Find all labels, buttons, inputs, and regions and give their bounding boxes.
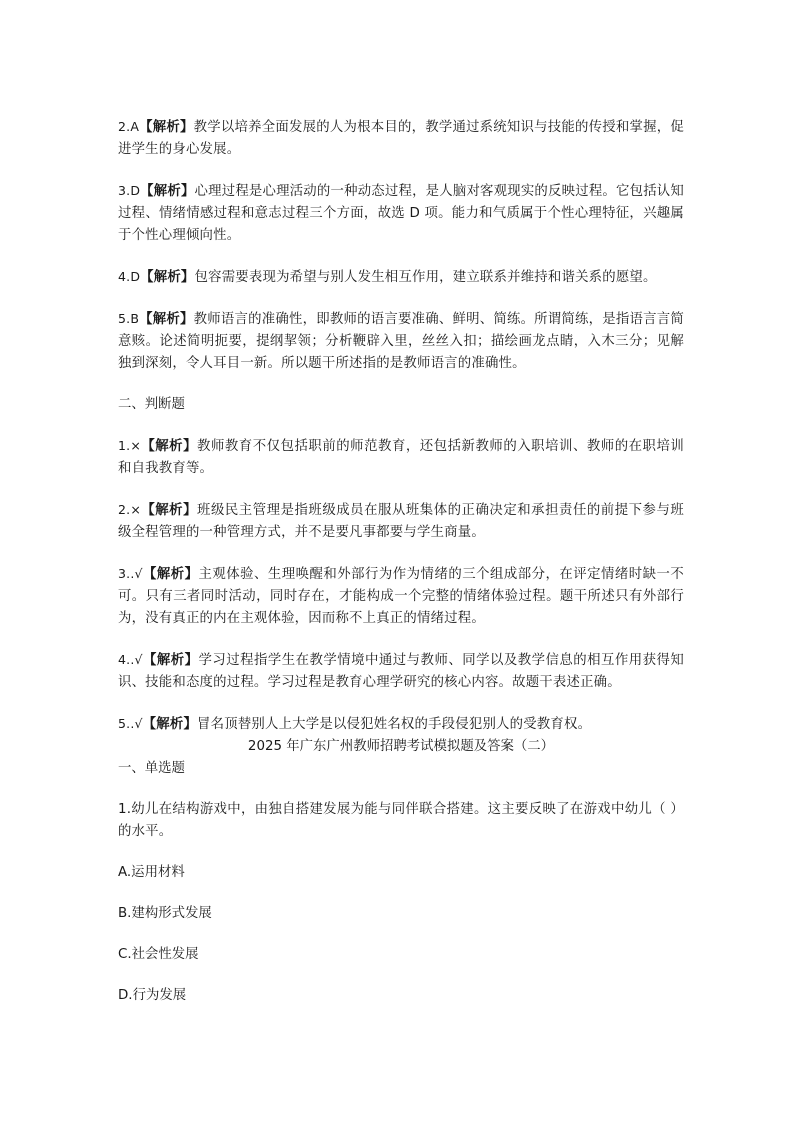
answer-text: 心理过程是心理活动的一种动态过程，是人脑对客观现实的反映过程。它包括认知过程、情绪情感过程和意志过程三个方面，故选 D 项。能力和气质属于个性心理特征，兴趣属于个性心理倾向性。 — [118, 184, 684, 243]
answer-text: 主观体验、生理唤醒和外部行为作为情绪的三个组成部分，在评定情绪时缺一不可。只有三者同时活动，同时存在，才能构成一个完整的情绪体验过程。题干所述只有外部行为，没有真正的内在主观体验，因而称不上真正的情绪过程。 — [118, 567, 684, 626]
answer-number: 2.A — [118, 119, 140, 134]
analysis-tag: 【解析】 — [141, 503, 198, 518]
answer-text: 教师教育不仅包括职前的师范教育，还包括新教师的入职培训、教师的在职培训和自我教育等。 — [118, 439, 684, 476]
analysis-tag: 【解析】 — [139, 312, 194, 327]
answer-number: 2.× — [118, 502, 141, 517]
option-a: A.运用材料 — [118, 865, 185, 880]
answer-text: 教师语言的准确性，即教师的语言要准确、鲜明、简练。所谓简练，是指语言言简意赅。论述简明扼要，提纲挈领；分析鞭辟入里，丝丝入扣；描绘画龙点睛，入木三分；见解独到深刻，令人耳目一新。所以题干所述指的是教师语言的准确性。 — [118, 312, 684, 371]
answer-text: 学习过程指学生在教学情境中通过与教师、同学以及教学信息的相互作用获得知识、技能和态度的过程。学习过程是教育心理学研究的核心内容。故题干表述正确。 — [118, 653, 684, 690]
answer-number: 5..√ — [118, 716, 143, 731]
analysis-tag: 【解析】 — [139, 120, 194, 135]
answer-text: 冒名顶替别人上大学是以侵犯姓名权的手段侵犯别人的受教育权。 — [197, 717, 592, 732]
option-b: B.建构形式发展 — [118, 906, 212, 921]
answer-3d — [118, 180, 684, 247]
section-heading-judgment: 二、判断题 — [118, 397, 185, 412]
answer-text: 包容需要表现为希望与别人发生相互作用，建立联系并维持和谐关系的愿望。 — [194, 270, 657, 285]
analysis-tag: 【解析】 — [140, 184, 195, 199]
judgment-answer-2 — [118, 499, 684, 544]
judgment-answer-5 — [118, 713, 684, 736]
option-d: D.行为发展 — [118, 988, 187, 1003]
analysis-tag: 【解析】 — [142, 567, 199, 582]
answer-4d — [118, 266, 684, 289]
answer-number: 3.D — [118, 183, 141, 198]
analysis-tag: 【解析】 — [142, 717, 198, 732]
judgment-answer-4 — [118, 649, 684, 694]
answer-2a — [118, 116, 684, 161]
document-page — [118, 116, 684, 1026]
answer-text: 班级民主管理是指班级成员在服从班集体的正确决定和承担责任的前提下参与班级全程管理的一种管理方式，并不是要凡事都要与学生商量。 — [118, 503, 684, 540]
judgment-answer-3 — [118, 563, 684, 630]
answer-number: 3..√ — [118, 566, 143, 581]
analysis-tag: 【解析】 — [142, 653, 199, 668]
answer-text: 教学以培养全面发展的人为根本目的，教学通过系统知识与技能的传授和掌握，促进学生的身心发展。 — [118, 120, 684, 157]
answer-5b — [118, 308, 684, 375]
analysis-tag: 【解析】 — [140, 270, 195, 285]
answer-number: 4.D — [118, 269, 141, 284]
answer-number: 1.× — [118, 438, 141, 453]
judgment-answer-1 — [118, 435, 684, 480]
section-heading-single-choice: 一、单选题 — [118, 761, 185, 776]
answer-number: 4..√ — [118, 652, 143, 667]
question-stem: 1.幼儿在结构游戏中，由独自搭建发展为能与同伴联合搭建。这主要反映了在游戏中幼儿（ ）的水平。 — [118, 802, 684, 839]
answer-number: 5.B — [118, 311, 140, 326]
analysis-tag: 【解析】 — [141, 439, 198, 454]
document-title: 2025 年广东广州教师招聘考试模拟题及答案（二） — [247, 739, 555, 754]
option-c: C.社会性发展 — [118, 947, 199, 962]
